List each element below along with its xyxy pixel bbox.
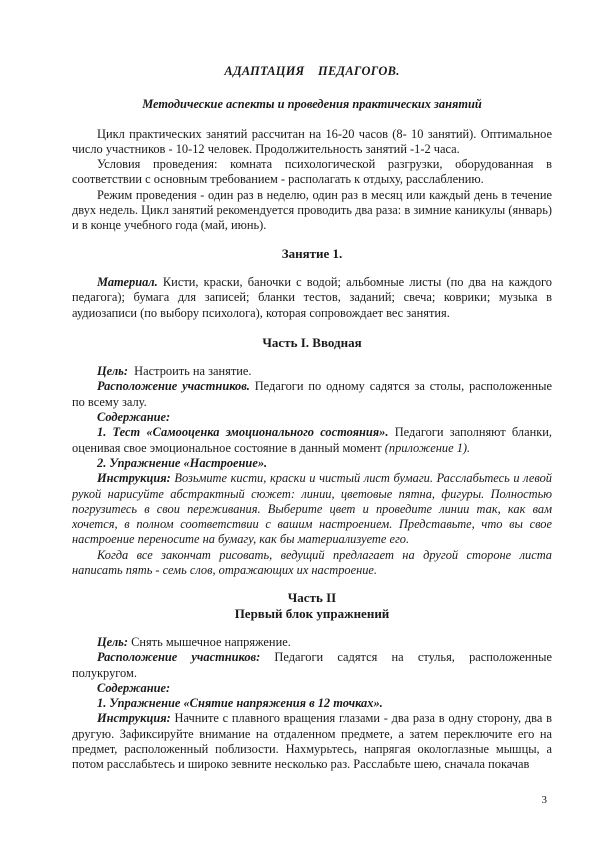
page-number: 3 — [541, 794, 547, 806]
part2-arrangement-label: Расположение участников: — [97, 650, 261, 665]
part2-title: Часть II — [287, 590, 337, 606]
material-label: Материал. — [97, 274, 158, 289]
part2-subtitle: Первый блок упражнений — [234, 605, 390, 621]
intro-paragraph-3 — [72, 188, 552, 234]
part1-item1-text: Педагоги заполняют бланки, оценивая свое эмоциональное состояние в данный момент — [72, 425, 552, 455]
part1-arrangement-text: Педагоги по одному садятся за столы, расположенные по всему залу. — [72, 379, 552, 409]
intro-paragraph-2 — [72, 157, 552, 188]
part2-goal-label: Цель: — [97, 634, 128, 649]
part1-instruction-label: Инструкция: — [97, 471, 171, 486]
part2-instruction-text: Начните с плавного вращения глазами - два раза в одну сторону, два в другую. Зафиксируйте внимание на отдаленном предмете, а затем переключите его на предмет, расположенный поблизости. Нахмурьтесь, напрягая окологлазные мышцы, а потом расслабьтесь и широко зевните несколько раз. Расслабьте шею, сначала покачав — [72, 711, 552, 772]
part2-arrangement-text: Педагоги садятся на стулья, расположенные полукругом. — [72, 650, 552, 680]
part1-instruction — [72, 471, 552, 547]
part1-item1 — [72, 425, 552, 456]
part1-content-label: Содержание: — [97, 410, 171, 425]
part2-instruction — [72, 711, 552, 772]
part1-item1-ref: (приложение 1). — [384, 440, 471, 455]
intro-text-3: Режим проведения - один раз в неделю, один раз в месяц или каждый день в течение двух недель. Цикл занятий рекомендуется проводить два раза: в зимние каникулы (январь) и в конце учебного года (май, июнь). — [72, 187, 552, 233]
intro-text-2: Условия проведения: комната психологической разгрузки, оборудованная в соответствии с основным требованием - располагать к отдыху, расслаблению. — [72, 157, 552, 187]
part2-goal — [72, 635, 552, 650]
part1-after-text: Когда все закончат рисовать, ведущий предлагает на другой стороне листа написать пять - семь слов, отражающих их настроение. — [72, 547, 552, 578]
part1-item2-label: 2. Упражнение «Настроение». — [97, 455, 268, 470]
part2-content-label: Содержание: — [97, 680, 171, 695]
part2-goal-text: Снять мышечное напряжение. — [127, 634, 291, 649]
part1-arrangement-label: Расположение участников. — [97, 379, 250, 394]
document-subtitle: Методические аспекты и проведения практических занятий — [142, 97, 482, 112]
material-text: Кисти, краски, баночки с водой; альбомные листы (по два на каждого педагога); бумага для записей; бланки тестов, заданий; свеча; коврики; музыка в аудиозаписи (по выбору психолога), которая сопровождает вес занятия. — [72, 274, 552, 320]
part1-arrangement — [72, 379, 552, 410]
intro-text-1: Цикл практических занятий рассчитан на 16-20 часов (8- 10 занятий). Оптимальное число участников - 10-12 человек. Продолжительность занятий -1-2 часа. — [72, 126, 552, 156]
part2-item1-label: 1. Упражнение «Снятие напряжения в 12 точках». — [97, 696, 383, 711]
page-content — [72, 64, 552, 773]
material-paragraph — [72, 275, 552, 321]
part1-title: Часть I. Вводная — [262, 334, 362, 350]
intro-paragraph-1 — [72, 127, 552, 158]
part1-goal-label: Цель: — [97, 364, 128, 379]
part1-instruction-text: Возьмите кисти, краски и чистый лист бумаги. Расслабьтесь и левой рукой нарисуйте абстрактный сюжет: линии, цветовые пятна, фигуры. Полностью погрузитесь в свои переживания. Выберите цвет и проведите линии так, как вам хочется, в полном соответствии с вашим настроением. Представьте, что вы свое настроение переносите на бумагу, как бы материализуете его. — [72, 471, 552, 547]
part1-item1-label: 1. Тест «Самооценка эмоционального состояния». — [97, 425, 389, 440]
lesson-title: Занятие 1. — [281, 245, 343, 261]
part2-arrangement — [72, 650, 552, 681]
part1-goal-text: Настроить на занятие. — [127, 364, 252, 379]
document-title: АДАПТАЦИЯ ПЕДАГОГОВ. — [224, 64, 400, 78]
part2-instruction-label: Инструкция: — [97, 711, 171, 726]
part1-goal — [72, 364, 552, 379]
